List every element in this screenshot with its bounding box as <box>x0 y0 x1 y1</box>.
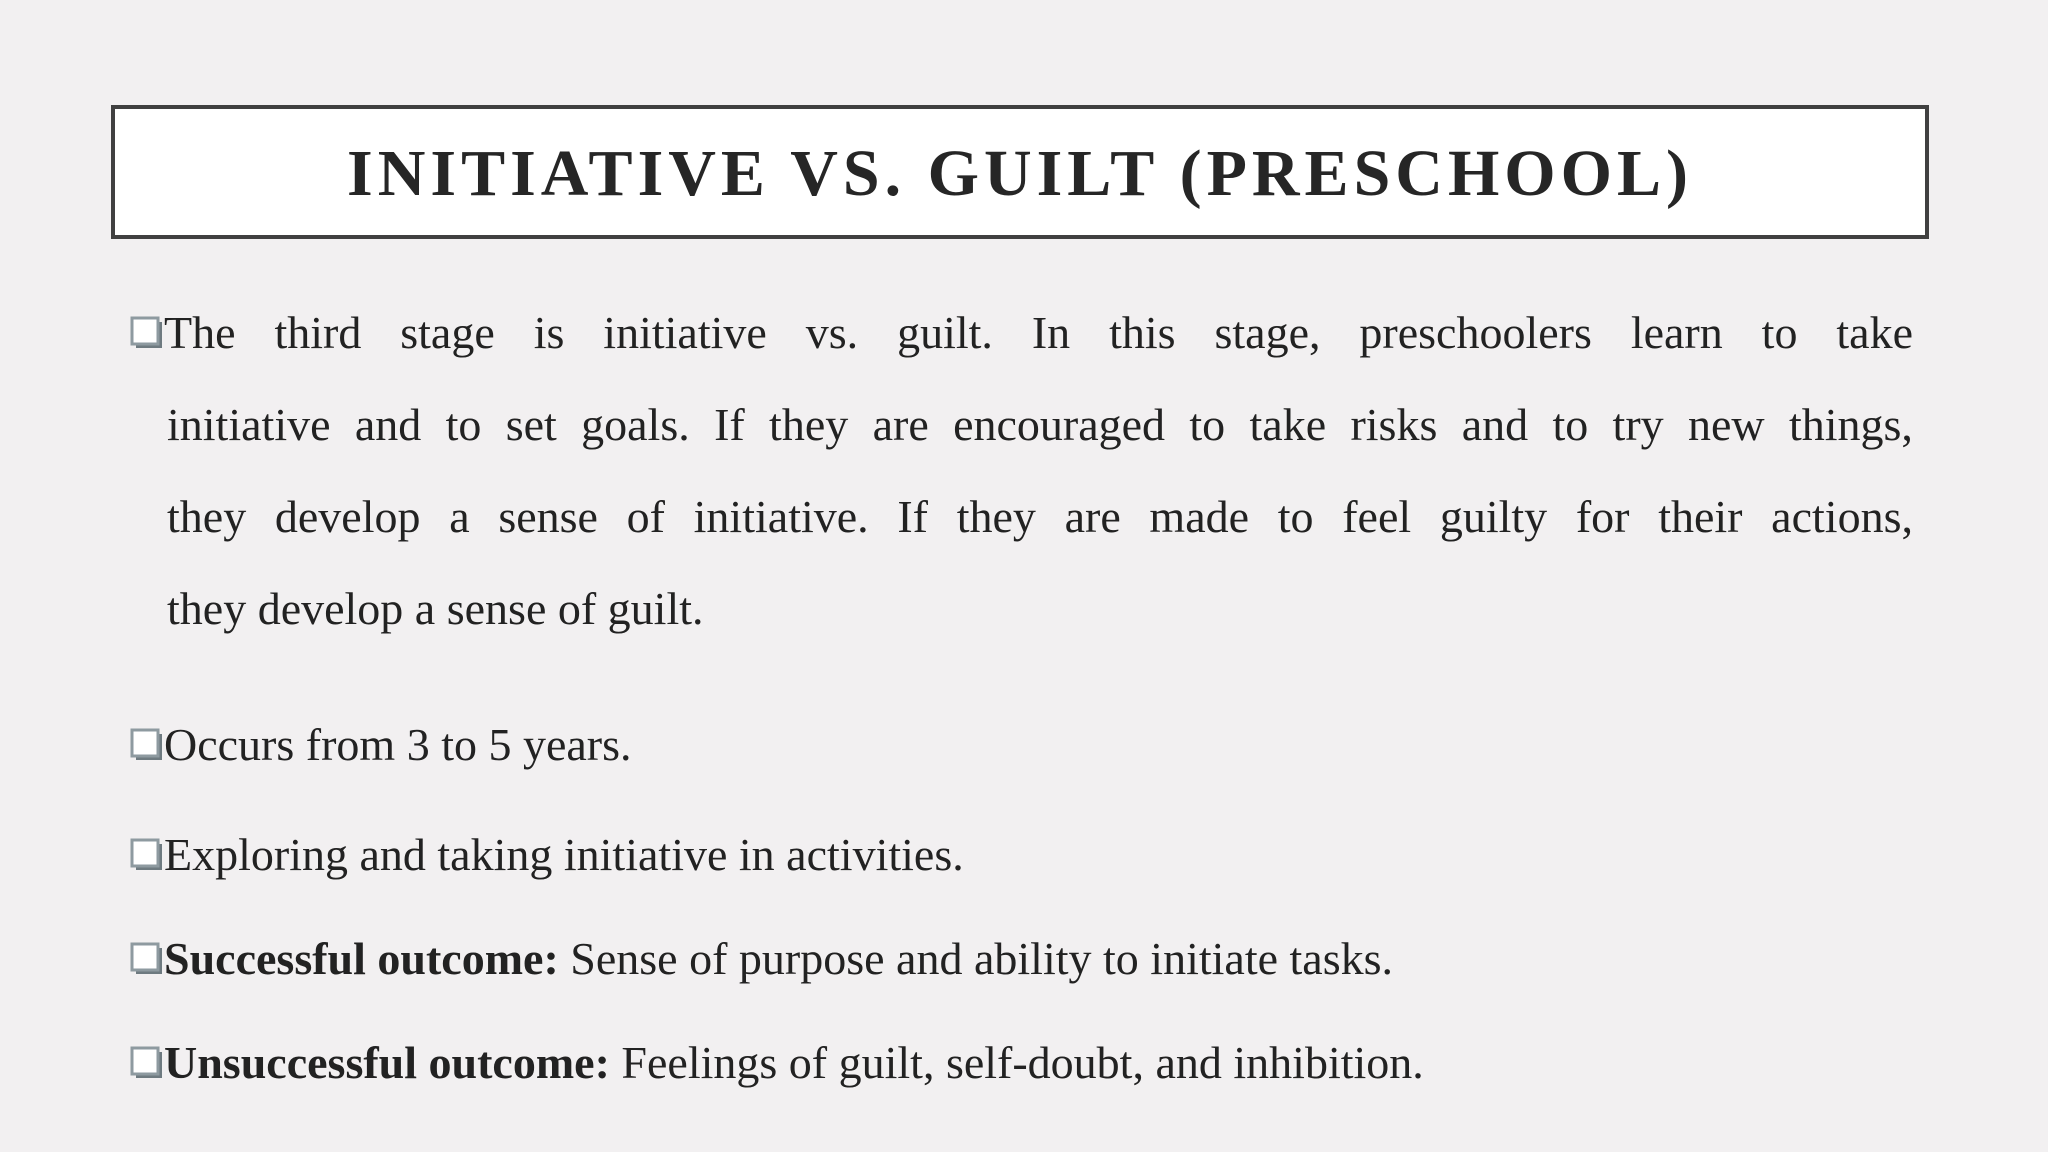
paragraph-word: If <box>714 399 745 450</box>
paragraph-word: and <box>1461 399 1529 450</box>
checkbox-icon <box>130 728 164 762</box>
checkbox-icon <box>130 316 164 350</box>
paragraph-word: goals. <box>581 399 690 450</box>
paragraph-word: actions, <box>1771 491 1913 542</box>
paragraph-word: a <box>449 491 470 542</box>
paragraph-word: stage, <box>1214 307 1321 358</box>
paragraph-word: feel <box>1342 491 1412 542</box>
paragraph-word: develop <box>274 491 421 542</box>
paragraph-word: of <box>626 491 665 542</box>
paragraph-word: If <box>897 491 928 542</box>
paragraph-word: take <box>1249 399 1327 450</box>
bullet-exploring <box>130 829 964 880</box>
paragraph-line-2 <box>130 399 1913 494</box>
paragraph-word: to <box>1552 399 1589 450</box>
slide-title: INITIATIVE VS. GUILT (PRESCHOOL) <box>347 137 1693 210</box>
bullet-successful-outcome <box>130 933 1394 984</box>
paragraph-word: guilty <box>1439 491 1548 542</box>
paragraph-word: to <box>1277 491 1314 542</box>
paragraph-word: risks <box>1350 399 1438 450</box>
paragraph-word: vs. <box>805 307 859 358</box>
paragraph-word: they <box>956 491 1036 542</box>
bullet-text: Successful outcome: Sense of purpose and ability to initiate tasks. <box>164 933 1394 984</box>
paragraph-line-text <box>164 307 1913 358</box>
paragraph-word: The <box>164 307 236 358</box>
paragraph-word: set <box>505 399 557 450</box>
paragraph-word: for <box>1575 491 1630 542</box>
paragraph-word: their <box>1658 491 1743 542</box>
paragraph-word: try <box>1612 399 1664 450</box>
paragraph-word: they <box>167 491 247 542</box>
paragraph-word: initiative. <box>693 491 869 542</box>
paragraph-word: preschoolers <box>1359 307 1592 358</box>
checkbox-icon <box>130 1046 164 1080</box>
paragraph-word: are <box>872 399 929 450</box>
paragraph-line-4: they develop a sense of guilt. <box>167 583 704 634</box>
paragraph-word: to <box>1761 307 1798 358</box>
paragraph-word: is <box>533 307 565 358</box>
paragraph-word: initiative <box>603 307 767 358</box>
paragraph-word: stage <box>400 307 495 358</box>
paragraph-word: to <box>445 399 482 450</box>
paragraph-word: new <box>1687 399 1765 450</box>
paragraph-word: encouraged <box>953 399 1166 450</box>
paragraph-word: initiative <box>167 399 331 450</box>
paragraph-word: guilt. <box>897 307 993 358</box>
bullet-age-range <box>130 719 632 770</box>
paragraph-word: this <box>1109 307 1176 358</box>
paragraph-line-3 <box>130 491 1913 586</box>
intro-paragraph <box>130 307 1913 678</box>
paragraph-word: learn <box>1630 307 1723 358</box>
paragraph-word: take <box>1836 307 1913 358</box>
paragraph-line-1 <box>130 307 1913 402</box>
bullet-text: Unsuccessful outcome: Feelings of guilt, self-doubt, and inhibition. <box>164 1037 1424 1088</box>
paragraph-word: third <box>274 307 362 358</box>
bullet-text: Occurs from 3 to 5 years. <box>164 719 632 770</box>
bullet-text: Exploring and taking initiative in activities. <box>164 829 964 880</box>
paragraph-word: things, <box>1788 399 1913 450</box>
title-box <box>111 105 1929 239</box>
paragraph-word: to <box>1189 399 1226 450</box>
paragraph-word: In <box>1031 307 1071 358</box>
paragraph-word: sense <box>498 491 598 542</box>
paragraph-word: and <box>354 399 422 450</box>
checkbox-icon <box>130 942 164 976</box>
paragraph-word: they <box>769 399 849 450</box>
checkbox-icon <box>130 838 164 872</box>
bullet-unsuccessful-outcome <box>130 1037 1424 1088</box>
paragraph-word: are <box>1064 491 1121 542</box>
paragraph-word: made <box>1149 491 1250 542</box>
